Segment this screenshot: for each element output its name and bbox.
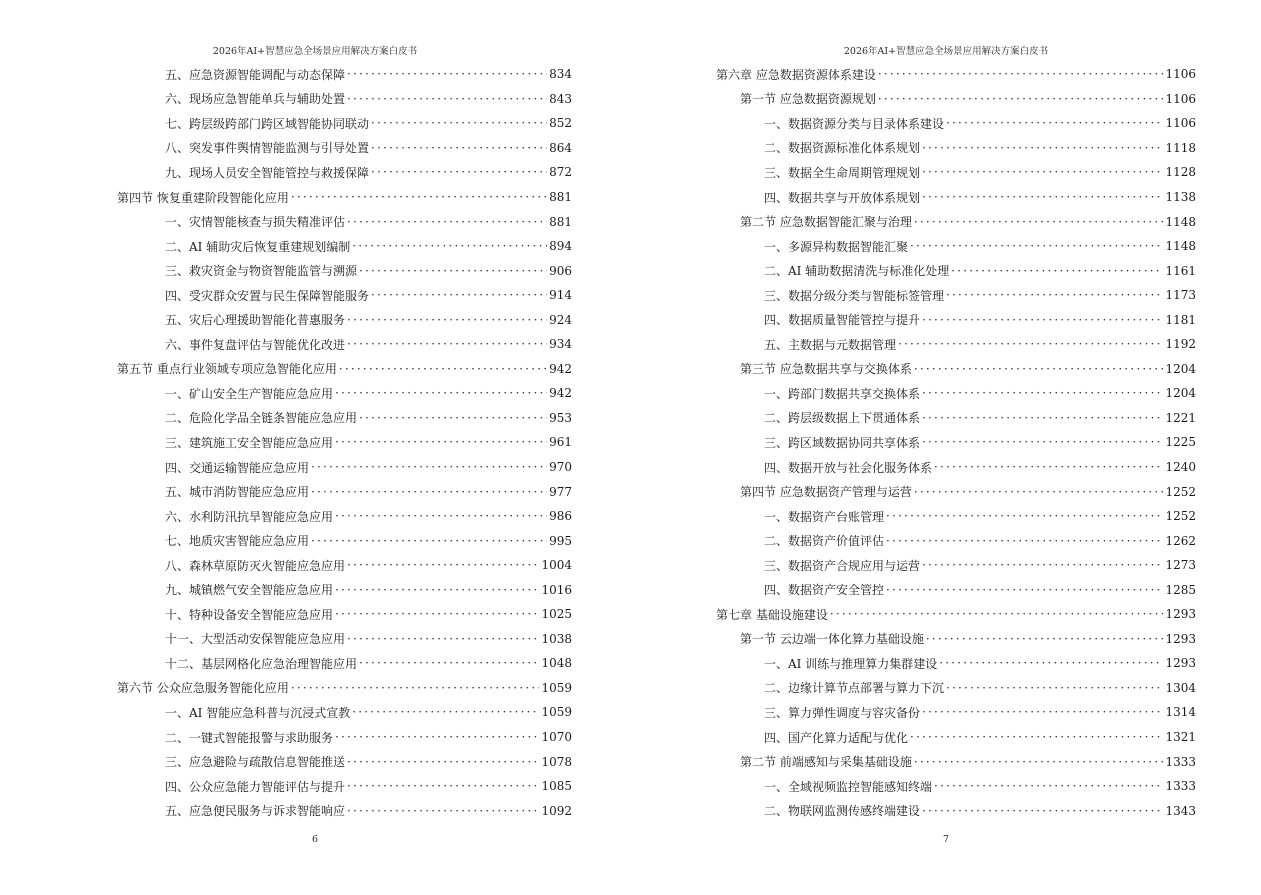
toc-entry[interactable] [716, 160, 1196, 185]
toc-entry[interactable] [716, 185, 1196, 210]
toc-entry-title: 四、数据共享与开放体系规划 [764, 190, 921, 205]
toc-entry-title: 二、边缘计算节点部署与算力下沉 [764, 681, 945, 696]
toc-entry[interactable] [716, 528, 1196, 553]
toc-entry[interactable] [716, 577, 1196, 602]
toc-entry-page: 1293 [1165, 607, 1196, 622]
toc-entry[interactable] [117, 749, 572, 774]
toc-entry-title: 三、数据分级分类与智能标签管理 [764, 288, 945, 303]
toc-entry-title: 第七章 基础设施建设 [716, 607, 828, 622]
toc-entry-page: 1293 [1165, 656, 1196, 671]
toc-entry[interactable] [716, 774, 1196, 799]
dot-leader [878, 67, 1164, 81]
toc-entry[interactable] [117, 258, 572, 283]
toc-entry[interactable] [117, 234, 572, 259]
toc-entry-page: 1262 [1165, 533, 1196, 548]
toc-page-right [631, 0, 1261, 895]
toc-entry-page: 1343 [1165, 803, 1196, 818]
toc-entry[interactable] [716, 455, 1196, 480]
toc-entry[interactable] [117, 283, 572, 308]
toc-entry-page: 843 [549, 91, 572, 106]
toc-list [716, 62, 1196, 823]
toc-entry-title: 三、算力弹性调度与容灾备份 [764, 705, 921, 720]
dot-leader [914, 362, 1164, 376]
toc-entry[interactable] [716, 111, 1196, 136]
dot-leader [946, 681, 1163, 695]
toc-entry-page: 961 [549, 435, 572, 450]
toc-entry-page: 1204 [1165, 361, 1196, 376]
toc-entry-page: 1148 [1165, 214, 1196, 229]
toc-entry[interactable] [117, 87, 572, 112]
toc-entry[interactable] [117, 430, 572, 455]
toc-entry-title: 五、灾后心理援助智能化普惠服务 [165, 313, 346, 328]
toc-entry-page: 1085 [541, 779, 572, 794]
toc-entry[interactable] [716, 234, 1196, 259]
toc-entry-title: 八、森林草原防灭火智能应急应用 [165, 558, 346, 573]
toc-entry-title: 五、主数据与元数据管理 [764, 337, 897, 352]
toc-entry[interactable] [716, 357, 1196, 382]
dot-leader [922, 435, 1163, 449]
toc-entry[interactable] [716, 406, 1196, 431]
toc-page-left [0, 0, 630, 895]
dot-leader [311, 534, 547, 548]
dot-leader [359, 411, 547, 425]
toc-entry-title: 第四节 应急数据资产管理与运营 [740, 485, 912, 500]
dot-leader [335, 509, 547, 523]
toc-entry[interactable] [117, 479, 572, 504]
toc-entry-title: 第三节 应急数据共享与交换体系 [740, 362, 912, 377]
dot-leader [886, 534, 1163, 548]
toc-entry[interactable] [117, 528, 572, 553]
toc-entry-title: 四、数据开放与社会化服务体系 [764, 460, 933, 475]
dot-leader [347, 632, 539, 646]
toc-entry[interactable] [117, 381, 572, 406]
toc-entry-page: 1059 [541, 680, 572, 695]
toc-entry-title: 一、多源异构数据智能汇聚 [764, 239, 909, 254]
toc-entry-page: 881 [549, 190, 572, 204]
toc-entry-title: 三、应急避险与疏散信息智能推送 [165, 755, 346, 770]
dot-leader [347, 92, 547, 106]
toc-entry[interactable] [716, 209, 1196, 234]
toc-entry-page: 1252 [1165, 509, 1196, 524]
toc-entry-title: 一、数据资源分类与目录体系建设 [764, 116, 945, 131]
toc-entry-title: 三、数据资产合规应用与运营 [764, 558, 921, 573]
toc-entry[interactable] [117, 798, 572, 823]
dot-leader [830, 607, 1164, 621]
toc-entry-page: 1204 [1165, 386, 1196, 401]
toc-entry-title: 三、建筑施工安全智能应急应用 [165, 435, 334, 450]
toc-entry-title: 五、应急便民服务与诉求智能响应 [165, 804, 346, 819]
dot-leader [359, 264, 547, 278]
toc-entry[interactable] [716, 676, 1196, 701]
toc-entry-title: 四、数据质量智能管控与提升 [764, 313, 921, 328]
toc-entry-page: 894 [549, 239, 572, 254]
dot-leader [910, 239, 1163, 253]
toc-entry-title: 十二、基层网格化应急治理智能应用 [165, 656, 358, 671]
toc-entry-page: 942 [549, 386, 572, 401]
toc-entry[interactable] [117, 504, 572, 529]
dot-leader [910, 730, 1163, 744]
toc-entry[interactable] [716, 602, 1196, 627]
toc-entry[interactable] [117, 577, 572, 602]
toc-entry[interactable] [716, 87, 1196, 112]
toc-entry-title: 第二节 前端感知与采集基础设施 [740, 755, 912, 770]
toc-entry[interactable] [716, 381, 1196, 406]
toc-entry[interactable] [716, 504, 1196, 529]
dot-leader [291, 190, 547, 204]
toc-entry-page: 953 [549, 410, 572, 425]
dot-leader [922, 165, 1163, 179]
toc-entry-title: 五、应急资源智能调配与动态保障 [165, 67, 346, 82]
toc-entry-title: 二、跨层级数据上下贯通体系 [764, 411, 921, 426]
dot-leader [922, 386, 1163, 400]
page-header: 2026年AI+智慧应急全场景应用解决方案白皮书 [843, 46, 1049, 57]
toc-entry-title: 九、城镇燃气安全智能应急应用 [165, 583, 334, 598]
dot-leader [339, 362, 547, 376]
toc-entry-page: 1161 [1165, 263, 1196, 278]
toc-entry-page: 914 [549, 288, 572, 303]
dot-leader [371, 165, 547, 179]
toc-entry-title: 六、现场应急智能单兵与辅助处置 [165, 92, 346, 107]
toc-entry-page: 1118 [1165, 140, 1196, 155]
toc-entry-title: 二、数据资源标准化体系规划 [764, 141, 921, 156]
toc-entry-page: 1304 [1165, 680, 1196, 695]
toc-entry[interactable] [716, 283, 1196, 308]
dot-leader [934, 779, 1163, 793]
dot-leader [914, 755, 1164, 769]
toc-entry-page: 1321 [1165, 730, 1196, 745]
toc-entry[interactable] [117, 185, 572, 210]
toc-entry-page: 977 [549, 484, 572, 499]
toc-entry[interactable] [716, 136, 1196, 161]
toc-entry-page: 1192 [1165, 337, 1196, 352]
toc-entry[interactable] [117, 357, 572, 382]
toc-entry-page: 1092 [541, 803, 572, 818]
toc-entry[interactable] [716, 627, 1196, 652]
toc-entry[interactable] [117, 209, 572, 234]
toc-entry-title: 三、救灾资金与物资智能监管与溯源 [165, 264, 358, 279]
toc-entry[interactable] [716, 749, 1196, 774]
toc-entry-title: 七、跨层级跨部门跨区域智能协同联动 [165, 116, 370, 131]
dot-leader [311, 485, 547, 499]
toc-entry[interactable] [117, 455, 572, 480]
toc-entry-page: 852 [549, 116, 572, 131]
toc-entry-title: 第二节 应急数据智能汇聚与治理 [740, 215, 912, 230]
toc-entry[interactable] [117, 332, 572, 357]
dot-leader [335, 730, 539, 744]
toc-entry[interactable] [117, 725, 572, 750]
dot-leader [922, 141, 1163, 155]
toc-entry-page: 1106 [1165, 116, 1196, 131]
toc-entry-title: 七、地质灾害智能应急应用 [165, 534, 310, 549]
toc-entry-title: 一、数据资产台账管理 [764, 509, 885, 524]
toc-entry-title: 第四节 恢复重建阶段智能化应用 [117, 190, 289, 205]
dot-leader [922, 313, 1163, 327]
dot-leader [371, 141, 547, 155]
dot-leader [347, 779, 539, 793]
dot-leader [347, 337, 547, 351]
toc-entry-page: 1293 [1165, 631, 1196, 646]
dot-leader [347, 313, 547, 327]
dot-leader [335, 583, 539, 597]
toc-entry-page: 970 [549, 460, 572, 475]
toc-entry-page: 1025 [541, 607, 572, 622]
toc-entry[interactable] [716, 798, 1196, 823]
toc-entry-title: 一、AI 智能应急科普与沉浸式宣教 [165, 705, 351, 720]
toc-entry-title: 二、数据资产价值评估 [764, 534, 885, 549]
toc-entry-title: 四、国产化算力适配与优化 [764, 730, 909, 745]
toc-entry[interactable] [117, 406, 572, 431]
toc-entry[interactable] [716, 62, 1196, 87]
toc-entry[interactable] [117, 62, 572, 87]
dot-leader [914, 485, 1164, 499]
toc-entry-title: 十、特种设备安全智能应急应用 [165, 607, 334, 622]
toc-entry-title: 第五节 重点行业领域专项应急智能化应用 [117, 362, 337, 377]
toc-entry-page: 1285 [1165, 582, 1196, 597]
toc-entry[interactable] [716, 553, 1196, 578]
dot-leader [946, 116, 1163, 130]
toc-entry-page: 995 [549, 533, 572, 548]
dot-leader [335, 386, 547, 400]
toc-entry[interactable] [716, 479, 1196, 504]
toc-entry[interactable] [716, 332, 1196, 357]
toc-entry[interactable] [117, 160, 572, 185]
toc-entry-page: 1333 [1165, 779, 1196, 794]
dot-leader [359, 656, 539, 670]
toc-entry-page: 1225 [1165, 435, 1196, 450]
toc-entry-title: 八、突发事件舆情智能监测与引导处置 [165, 141, 370, 156]
dot-leader [291, 681, 540, 695]
page-header: 2026年AI+智慧应急全场景应用解决方案白皮书 [212, 46, 418, 57]
toc-entry[interactable] [716, 430, 1196, 455]
toc-entry-title: 六、事件复盘评估与智能优化改进 [165, 337, 346, 352]
toc-entry-page: 1070 [541, 730, 572, 745]
toc-entry[interactable] [117, 627, 572, 652]
toc-entry-title: 三、数据全生命周期管理规划 [764, 165, 921, 180]
toc-entry[interactable] [117, 700, 572, 725]
dot-leader [922, 190, 1163, 204]
toc-entry-page: 1181 [1165, 312, 1196, 327]
dot-leader [922, 705, 1163, 719]
toc-entry-title: 一、AI 训练与推理算力集群建设 [764, 656, 938, 671]
toc-entry-page: 1106 [1165, 91, 1196, 106]
page-number: 7 [942, 834, 950, 845]
toc-entry-title: 二、物联网监测传感终端建设 [764, 804, 921, 819]
toc-list [117, 62, 572, 823]
toc-entry-page: 1148 [1165, 239, 1196, 254]
toc-entry-page: 1106 [1165, 67, 1196, 82]
toc-entry-page: 1273 [1165, 558, 1196, 573]
toc-entry-page: 1016 [541, 582, 572, 597]
toc-entry-page: 906 [549, 263, 572, 278]
toc-entry-page: 1138 [1165, 190, 1196, 204]
dot-leader [371, 288, 547, 302]
dot-leader [922, 411, 1163, 425]
dot-leader [922, 558, 1163, 572]
toc-entry-title: 五、城市消防智能应急应用 [165, 485, 310, 500]
toc-entry[interactable] [716, 700, 1196, 725]
toc-entry[interactable] [117, 111, 572, 136]
dot-leader [951, 264, 1163, 278]
dot-leader [371, 116, 547, 130]
dot-leader [352, 239, 547, 253]
dot-leader [934, 460, 1163, 474]
toc-entry-title: 一、矿山安全生产智能应急应用 [165, 386, 334, 401]
toc-entry-page: 1173 [1165, 288, 1196, 303]
toc-entry-title: 一、全域视频监控智能感知终端 [764, 779, 933, 794]
toc-entry[interactable] [716, 725, 1196, 750]
dot-leader [898, 337, 1163, 351]
dot-leader [352, 705, 539, 719]
toc-entry-title: 二、危险化学品全链条智能应急应用 [165, 411, 358, 426]
toc-entry-page: 942 [549, 361, 572, 376]
toc-entry-page: 1059 [541, 705, 572, 720]
toc-entry-page: 1078 [541, 754, 572, 769]
toc-entry[interactable] [117, 136, 572, 161]
toc-entry-title: 二、一键式智能报警与求助服务 [165, 730, 334, 745]
dot-leader [347, 67, 547, 81]
toc-entry-title: 九、现场人员安全智能管控与救援保障 [165, 165, 370, 180]
toc-entry-page: 986 [549, 509, 572, 524]
toc-entry[interactable] [716, 307, 1196, 332]
toc-entry-page: 864 [549, 140, 572, 155]
dot-leader [335, 435, 547, 449]
toc-entry[interactable] [117, 774, 572, 799]
toc-entry[interactable] [117, 553, 572, 578]
dot-leader [946, 288, 1163, 302]
toc-entry-title: 第一节 云边端一体化算力基础设施 [740, 632, 924, 647]
dot-leader [347, 755, 539, 769]
toc-entry-page: 1048 [541, 656, 572, 671]
dot-leader [939, 656, 1163, 670]
toc-entry-title: 四、公众应急能力智能评估与提升 [165, 779, 346, 794]
dot-leader [886, 509, 1163, 523]
dot-leader [311, 460, 547, 474]
toc-entry-title: 第一节 应急数据资源规划 [740, 92, 876, 107]
toc-entry-title: 二、AI 辅助数据清洗与标准化处理 [764, 264, 950, 279]
dot-leader [347, 804, 539, 818]
dot-leader [922, 804, 1163, 818]
toc-entry[interactable] [117, 602, 572, 627]
toc-entry-page: 1333 [1165, 754, 1196, 769]
toc-entry[interactable] [117, 676, 572, 701]
toc-entry-page: 881 [549, 214, 572, 229]
toc-entry-title: 第六章 应急数据资源体系建设 [716, 67, 876, 82]
toc-entry-title: 四、受灾群众安置与民生保障智能服务 [165, 288, 370, 303]
toc-entry-title: 十一、大型活动安保智能应急应用 [165, 632, 346, 647]
page-number: 6 [311, 834, 319, 845]
toc-entry-page: 1128 [1165, 165, 1196, 180]
toc-entry-page: 1004 [541, 558, 572, 573]
toc-entry-title: 一、跨部门数据共享交换体系 [764, 386, 921, 401]
dot-leader [914, 215, 1164, 229]
toc-entry-title: 六、水利防汛抗旱智能应急应用 [165, 509, 334, 524]
dot-leader [347, 215, 547, 229]
toc-entry-title: 四、交通运输智能应急应用 [165, 460, 310, 475]
toc-entry[interactable] [716, 651, 1196, 676]
toc-entry-page: 1038 [541, 631, 572, 646]
dot-leader [335, 607, 539, 621]
toc-entry-page: 872 [549, 165, 572, 180]
toc-entry-page: 924 [549, 312, 572, 327]
toc-entry-title: 四、数据资产安全管控 [764, 583, 885, 598]
toc-entry-title: 一、灾情智能核查与损失精准评估 [165, 215, 346, 230]
toc-entry[interactable] [117, 651, 572, 676]
toc-entry[interactable] [716, 258, 1196, 283]
toc-entry-page: 934 [549, 337, 572, 352]
toc-entry-title: 二、AI 辅助灾后恢复重建规划编制 [165, 239, 351, 254]
dot-leader [878, 92, 1164, 106]
toc-entry-page: 834 [549, 67, 572, 82]
dot-leader [886, 583, 1163, 597]
toc-entry[interactable] [117, 307, 572, 332]
toc-entry-page: 1240 [1165, 460, 1196, 475]
toc-entry-title: 第六节 公众应急服务智能化应用 [117, 681, 289, 696]
toc-entry-page: 1314 [1165, 705, 1196, 720]
toc-entry-page: 1221 [1165, 410, 1196, 425]
dot-leader [926, 632, 1164, 646]
dot-leader [347, 558, 539, 572]
toc-entry-title: 三、跨区域数据协同共享体系 [764, 435, 921, 450]
toc-entry-page: 1252 [1165, 484, 1196, 499]
